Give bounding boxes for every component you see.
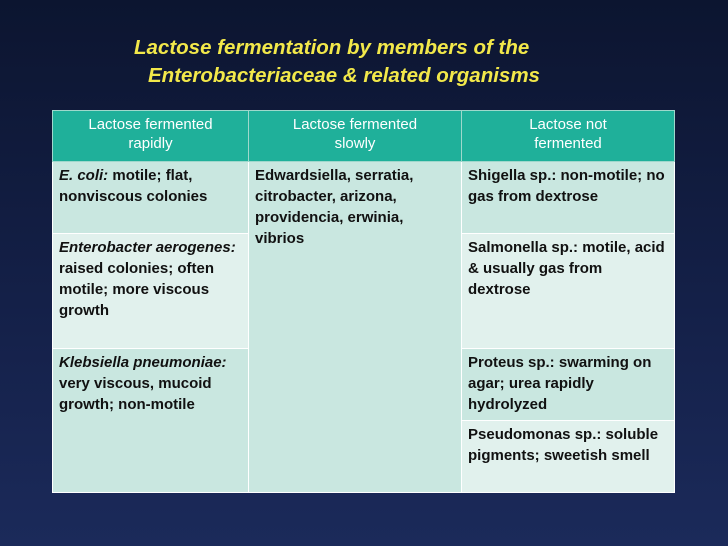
cell-klebsiella [53,349,249,493]
header-not-fermented: Lactose not fermented [462,111,675,162]
organism-desc: motile; flat, nonviscous colonies [59,167,208,205]
cell-ecoli [53,162,249,234]
cell-slow-fermenters: Edwardsiella, serratia, citrobacter, arizona, providencia, erwinia, vibrios [249,162,462,493]
cell-enterobacter [53,234,249,349]
slide-title [134,34,654,90]
lactose-fermentation-table [52,110,675,493]
title-line-1: Lactose fermentation by members of the [134,36,530,59]
organism-name: Enterobacter aerogenes: [59,239,236,256]
title-line-2: Enterobacteriaceae & related organisms [148,64,540,87]
organism-desc: very viscous, mucoid growth; non-motile [59,375,212,413]
cell-salmonella: Salmonella sp.: motile, acid & usually gas from dextrose [462,234,675,349]
organism-name: Klebsiella pneumoniae: [59,354,227,371]
table-row [53,162,675,234]
cell-pseudomonas: Pseudomonas sp.: soluble pigments; sweetish smell [462,421,675,493]
cell-proteus: Proteus sp.: swarming on agar; urea rapidly hydrolyzed [462,349,675,421]
organism-name: E. coli: [59,167,109,184]
header-rapid: Lactose fermented rapidly [53,111,249,162]
header-row [53,111,675,162]
header-slow: Lactose fermented slowly [249,111,462,162]
cell-shigella: Shigella sp.: non-motile; no gas from dextrose [462,162,675,234]
organism-desc: raised colonies; often motile; more viscous growth [59,260,215,319]
